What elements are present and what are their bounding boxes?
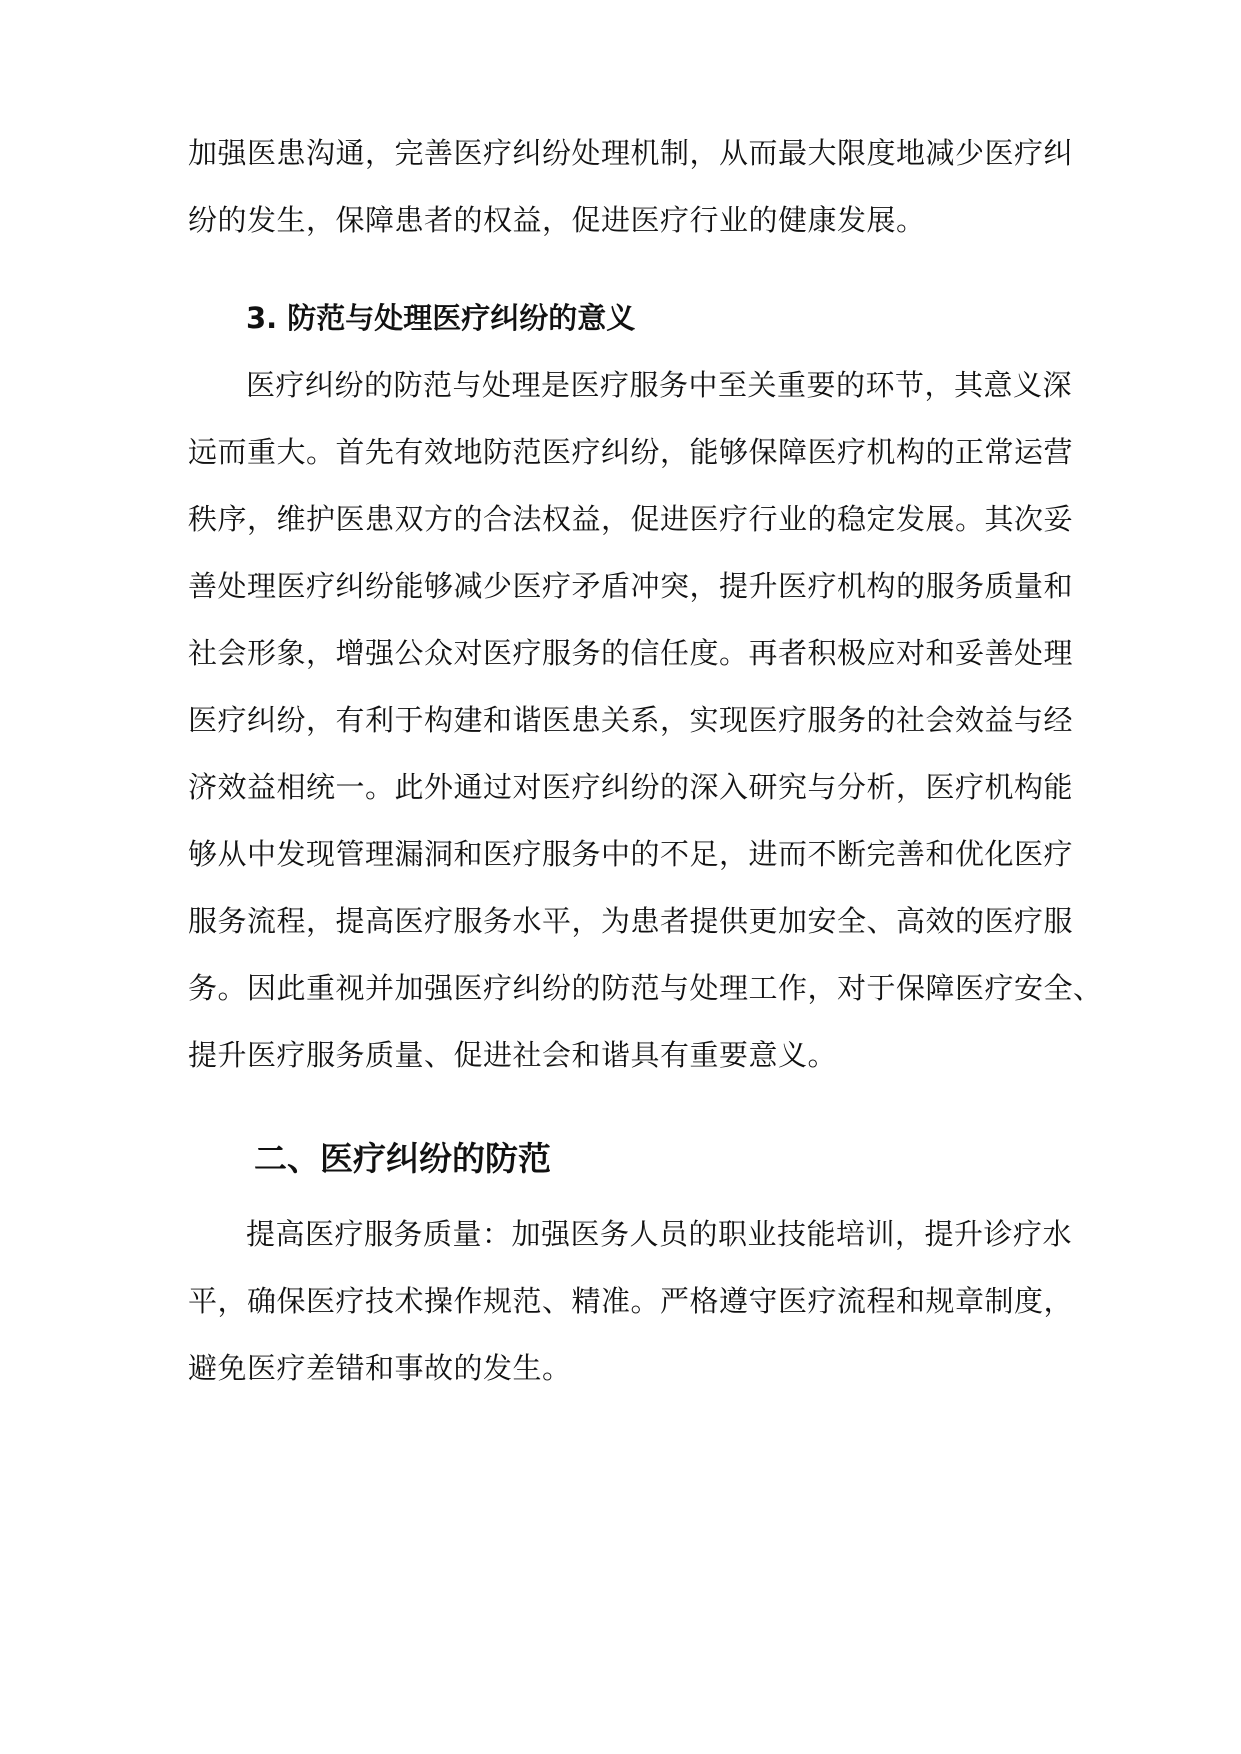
paragraph-line: 够从中发现管理漏洞和医疗服务中的不足，进而不断完善和优化医疗: [188, 837, 1074, 871]
paragraph-line: 社会形象，增强公众对医疗服务的信任度。再者积极应对和妥善处理: [188, 636, 1074, 670]
section-heading: 3. 防范与处理医疗纠纷的意义: [246, 301, 636, 335]
paragraph-line: 医疗纠纷的防范与处理是医疗服务中至关重要的环节，其意义深: [246, 368, 1073, 402]
paragraph-line: 服务流程，提高医疗服务水平，为患者提供更加安全、高效的医疗服: [188, 904, 1074, 938]
paragraph-line: 加强医患沟通，完善医疗纠纷处理机制，从而最大限度地减少医疗纠: [188, 136, 1074, 170]
paragraph-line: 医疗纠纷，有利于构建和谐医患关系，实现医疗服务的社会效益与经: [188, 703, 1074, 737]
paragraph-line: 秩序，维护医患双方的合法权益，促进医疗行业的稳定发展。其次妥: [188, 502, 1074, 536]
paragraph-line: 提高医疗服务质量：加强医务人员的职业技能培训，提升诊疗水: [246, 1217, 1073, 1251]
paragraph-line: 务。因此重视并加强医疗纠纷的防范与处理工作，对于保障医疗安全、: [188, 971, 1103, 1005]
paragraph-line: 济效益相统一。此外通过对医疗纠纷的深入研究与分析，医疗机构能: [188, 770, 1074, 804]
paragraph-line: 平，确保医疗技术操作规范、精准。严格遵守医疗流程和规章制度，: [188, 1284, 1074, 1318]
chapter-heading: 二、医疗纠纷的防范: [254, 1139, 551, 1178]
paragraph-line: 避免医疗差错和事故的发生。: [188, 1351, 572, 1385]
paragraph-line: 善处理医疗纠纷能够减少医疗矛盾冲突，提升医疗机构的服务质量和: [188, 569, 1074, 603]
paragraph-line: 纷的发生，保障患者的权益，促进医疗行业的健康发展。: [188, 203, 926, 237]
paragraph-line: 提升医疗服务质量、促进社会和谐具有重要意义。: [188, 1038, 838, 1072]
paragraph-line: 远而重大。首先有效地防范医疗纠纷，能够保障医疗机构的正常运营: [188, 435, 1074, 469]
